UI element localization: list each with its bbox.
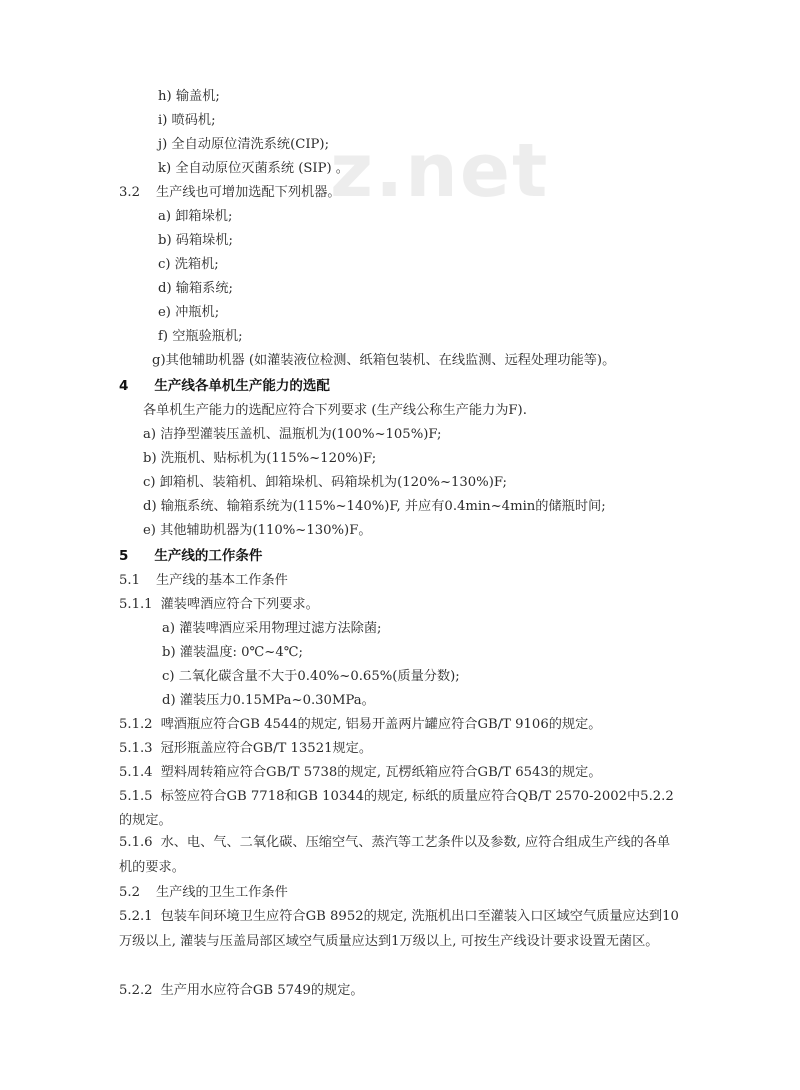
text-line bbox=[143, 498, 606, 516]
clause-text: 塑料周转箱应符合GB/T 5738的规定, 瓦楞纸箱应符合GB/T 6543的规定。 bbox=[160, 765, 602, 780]
clause-text: c) 卸箱机、装箱机、卸箱垛机、码箱垛机为(120%~130%)F; bbox=[143, 475, 507, 490]
section-heading bbox=[119, 377, 330, 395]
clause-text: b) 灌装温度: 0℃~4℃; bbox=[162, 645, 303, 660]
clause-text: 生产线的卫生工作条件 bbox=[155, 885, 288, 900]
text-line bbox=[158, 136, 329, 154]
clause-text: a) 洁挣型灌装压盖机、温瓶机为(100%~105%)F; bbox=[143, 427, 442, 442]
text-line bbox=[158, 88, 220, 106]
clause-number: 5.2 bbox=[119, 885, 140, 900]
clause-text: c) 洗箱机; bbox=[158, 257, 219, 272]
clause-text: 生产线的基本工作条件 bbox=[155, 573, 288, 588]
clause-text: i) 喷码机; bbox=[158, 113, 216, 128]
clause-text: k) 全自动原位灭菌系统 (SIP) 。 bbox=[158, 161, 349, 176]
clause-text: 啤酒瓶应符合GB 4544的规定, 铝易开盖两片罐应符合GB/T 9106的规定。 bbox=[160, 717, 602, 732]
text-line bbox=[119, 740, 372, 758]
text-line bbox=[143, 450, 376, 468]
text-line bbox=[158, 208, 232, 226]
text-line bbox=[119, 572, 288, 590]
text-line bbox=[158, 328, 243, 346]
text-line bbox=[143, 474, 507, 492]
clause-number: 5.1.6 bbox=[119, 835, 153, 850]
clause-text: j) 全自动原位清洗系统(CIP); bbox=[158, 137, 330, 152]
clause-text: f) 空瓶验瓶机; bbox=[158, 329, 243, 344]
clause-text: 灌装啤酒应符合下列要求。 bbox=[160, 597, 319, 612]
text-line bbox=[143, 402, 527, 420]
text-line bbox=[158, 304, 219, 322]
clause-number: 5.1 bbox=[119, 573, 140, 588]
text-line bbox=[158, 280, 233, 298]
clause-text: d) 输箱系统; bbox=[158, 281, 233, 296]
text-line bbox=[119, 184, 341, 202]
clause-text: b) 洗瓶机、贴标机为(115%~120%)F; bbox=[143, 451, 377, 466]
text-line bbox=[119, 788, 674, 806]
text-line bbox=[119, 831, 681, 880]
text-line bbox=[158, 256, 219, 274]
section-heading bbox=[119, 547, 262, 565]
clause-number: 5.1.2 bbox=[119, 717, 153, 732]
clause-text: 水、电、气、二氧化碳、压缩空气、蒸汽等工艺条件以及参数, 应符合组成生产线的各单机的要求。 bbox=[119, 835, 671, 875]
clause-number: 5.2.2 bbox=[119, 983, 153, 998]
clause-number: 5.2.1 bbox=[119, 909, 153, 924]
clause-number: 5.1.1 bbox=[119, 597, 153, 612]
clause-text: a) 卸箱垛机; bbox=[158, 209, 233, 224]
clause-text: d) 灌装压力0.15MPa~0.30MPa。 bbox=[162, 693, 375, 708]
clause-text: a) 灌装啤酒应采用物理过滤方法除菌; bbox=[162, 621, 382, 636]
text-line bbox=[143, 522, 372, 540]
clause-text: e) 冲瓶机; bbox=[158, 305, 220, 320]
clause-text: 生产用水应符合GB 5749的规定。 bbox=[160, 983, 364, 998]
clause-text: 生产线各单机生产能力的选配 bbox=[154, 378, 330, 394]
text-line bbox=[162, 644, 303, 662]
clause-number: 5.1.3 bbox=[119, 741, 153, 756]
text-line bbox=[152, 352, 615, 370]
clause-text: 生产线的工作条件 bbox=[154, 548, 263, 564]
clause-text: d) 输瓶系统、输箱系统为(115%~140%)F, 并应有0.4min~4min的储瓶时间; bbox=[143, 499, 606, 514]
clause-text: 各单机生产能力的选配应符合下列要求 (生产线公称生产能力为F). bbox=[143, 403, 527, 418]
clause-text: 冠形瓶盖应符合GB/T 13521规定。 bbox=[160, 741, 373, 756]
text-line bbox=[162, 668, 460, 686]
text-line bbox=[143, 426, 442, 444]
text-line bbox=[119, 982, 364, 1000]
text-line bbox=[158, 160, 349, 178]
text-line bbox=[158, 232, 233, 250]
text-line bbox=[162, 692, 375, 710]
text-line bbox=[119, 764, 602, 782]
clause-number: 4 bbox=[119, 378, 129, 394]
text-line bbox=[119, 905, 681, 954]
watermark: z.net bbox=[330, 128, 550, 214]
text-line bbox=[119, 716, 601, 734]
clause-number: 3.2 bbox=[119, 185, 140, 200]
clause-text: 包装车间环境卫生应符合GB 8952的规定, 洗瓶机出口至灌装入口区域空气质量应达到10万级以上, 灌装与压盖局部区域空气质量应达到1万级以上, 可按生产线设计要求设置无菌区。 bbox=[119, 909, 679, 949]
clause-number: 5 bbox=[119, 548, 129, 564]
text-line bbox=[119, 596, 319, 614]
text-line bbox=[119, 884, 288, 902]
clause-text: c) 二氧化碳含量不大于0.40%~0.65%(质量分数); bbox=[162, 669, 460, 684]
clause-text: h) 输盖机; bbox=[158, 89, 220, 104]
text-line bbox=[162, 620, 381, 638]
clause-text: e) 其他辅助机器为(110%~130%)F。 bbox=[143, 523, 372, 538]
clause-text: 的规定。 bbox=[119, 813, 172, 828]
clause-text: b) 码箱垛机; bbox=[158, 233, 233, 248]
clause-text: 生产线也可增加选配下列机器。 bbox=[155, 185, 341, 200]
clause-text: 标签应符合GB 7718和GB 10344的规定, 标纸的质量应符合QB/T 2570-2002中5.2.2 bbox=[160, 789, 674, 804]
text-line bbox=[158, 112, 216, 130]
clause-number: 5.1.4 bbox=[119, 765, 153, 780]
clause-text: g)其他辅助机器 (如灌装液位检测、纸箱包装机、在线监测、远程处理功能等)。 bbox=[152, 353, 616, 368]
text-line bbox=[119, 812, 172, 830]
clause-number: 5.1.5 bbox=[119, 789, 153, 804]
